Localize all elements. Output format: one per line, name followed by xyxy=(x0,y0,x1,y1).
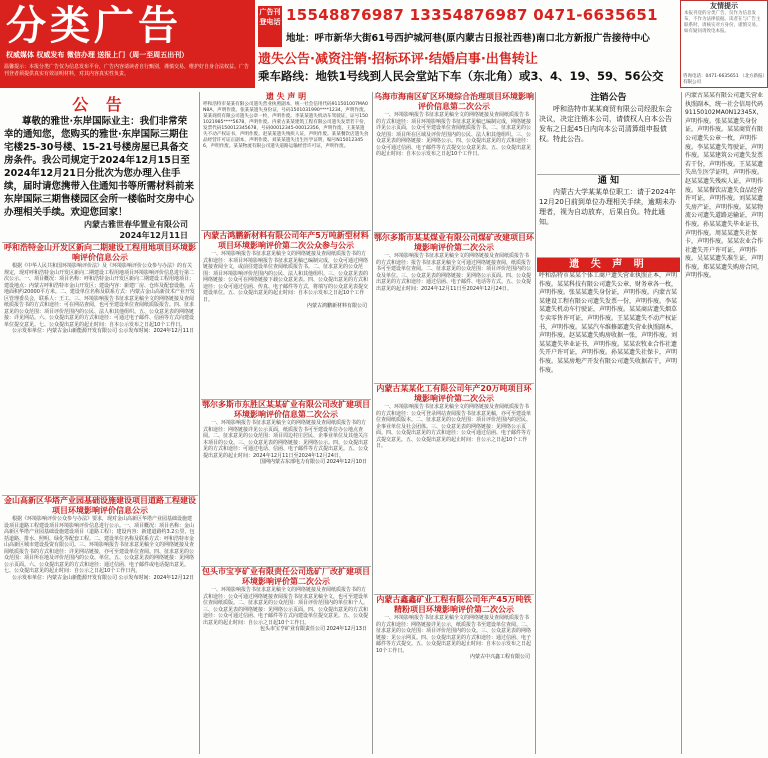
lost-body: 呼和浩特市某某有限公司遗失营业执照副本，统一社会信用代码911501007MA0N8A，声明作废。张某某遗失身份证，号码1501031990****1234，声明作废。某某商贸有限公司遗失公章一枚，声明作废。李某某遗失机动车驾驶证，证号1501021985****5678，声明作废。内蒙古某某建筑工程有限公司遗失发票若干份，发票代码150012345678，号码00012345-00012356，声明作废。王某某遗失不动产权证书，声明作废。赵某某遗失残疾人证，声明作废。某某餐饮店遗失食品经营许可证正副本，声明作废。刘某某遗失出生医学证明，编号N150123456，声明作废。某某物流有限公司遗失道路运输经营许可证，声明作废。 xyxy=(203,102,369,149)
eia-signer: 国网内蒙古东部电力有限公司 2024年12月10日 xyxy=(259,459,367,465)
eia-title: 乌海市海南区矿区环境综合治理项目环境影响评价信息第二次公示 xyxy=(374,92,534,111)
eia-body: 根据《中华人民共和国环境影响评价法》及《环境影响评价公众参与办法》的有关规定，现对呼和浩特金山开发区新向二期建设工程用地项目环境影响评价信息进行第二次公示。一、项目概况：项目名称：呼和浩特金山开发区新向二期建设工程用地项目；建设地点：内蒙古呼和浩特市金山开发区；建设内容：新建厂房、仓库及配套设施，占地面积约20000平方米。二、建设单位名称及联系方式：内蒙古金山高新技术产业开发区管理委员会，联系人：王工。三、环境影响报告书征求意见稿全文的网络链接及查阅纸质报告书的方式和途径：可在网站查阅，也可至建设单位查阅纸质版报告。四、征求意见的公众范围：项目评价范围内的公民、法人和其他组织。五、公众意见表的网络链接：详见网站。六、公众提出意见的方式和途径：可通过电子邮件、信函等方式向建设单位提交意见。七、公众提出意见的起止时间：自本公示发布之日起10个工作日。 xyxy=(4,263,195,328)
brand-block xyxy=(0,0,255,88)
lost-declarations-narrow xyxy=(683,92,766,754)
tip-title: 友情提示 xyxy=(710,2,738,10)
brand-note: 温馨提示：本报分类广告仅为信息发布平台，广告内容请读者自行甄别，谨慎交易，维护好自身合法权益。广告刊登者须提供真实有效证明材料，对其内容真实性负责。 xyxy=(4,64,250,77)
eia-title: 鄂尔多斯市某某煤业有限公司煤矿改建项目环境影响评价第二次公示 xyxy=(374,233,534,252)
column-divider xyxy=(681,92,682,754)
service-list: 遗失公告·减资注销·招标环评·结婚启事·出售转让 xyxy=(258,52,538,67)
eia-title: 包头市宝亨矿业有限责任公司选矿厂改扩建项目环境影响评价第二次公示 xyxy=(202,567,370,586)
column-divider xyxy=(535,92,536,754)
general-notice-body: 内蒙古大学某某单位职工：请于2024年12月20日前到单位办理相关手续，逾期未办理者，视为自动放弃，后果自负。特此通知。 xyxy=(539,188,676,226)
cancellation-body: 呼和浩特市某某商贸有限公司经股东会决议，决定注销本公司，请债权人自本公告发布之日起45日内向本公司清算组申报债权。特此公告。 xyxy=(539,105,672,143)
column-divider xyxy=(199,92,200,754)
eia-title: 内蒙古鑫鑫矿业工程有限公司年产45万吨铁精粉项目环境影响评价第二次公示 xyxy=(376,595,532,614)
eia-signer: 公示发布单位：内蒙古金山新能源开发有限公司 公示发布时间：2024年12月12日 xyxy=(11,574,194,581)
eia-body: 一、环境影响报告书征求意见稿全文的网络链接及查阅纸质报告书的方式和途径：公众可通过网络链接查阅报告书征求意见稿全文，也可至建设单位查阅纸质版。二、征求意见的公众范围：项目评价范围内的单位和个人。三、公众意见表的网络链接：见网络公示页面。四、公众提出意见的方式和途径：公众可通过信函、电子邮件等方式向建设单位提交意见。五、公众提出意见的起止时间：自公示之日起10个工作日。 xyxy=(203,587,369,626)
bus-route: 乘车路线：地铁1号线到人民会堂站下车（东北角）或3、4、19、59、56公交 xyxy=(258,69,664,83)
eia-title: 呼和浩特金山开发区新向二期建设工程用地项目环境影响评价信息公示 xyxy=(4,243,196,262)
eia-notice-6 xyxy=(374,92,534,233)
tip-footer: 咨询电话：0471-6635651 （北方新报）有限公司 xyxy=(683,74,765,85)
eia-title: 金山高新区华塔产业园基础设施建设项目道路工程建设项目环境影响评价信息公示 xyxy=(4,496,196,515)
eia-signer: 公示发布单位：内蒙古金山新能源开发有限公司 公示发布时间：2024年12月11日 xyxy=(11,328,194,334)
notice-body: 尊敬的雅世·东岸国际业主：我们非常荣幸的通知您，您购买的雅世·东岸国际三期住宅楼25-30号楼、15-21号楼房屋已具备交房条件。我公司规定于2024年12月15日至2024年12月21日分批次为您办理入住手续，届时请您携带入住通知书等所需材料前来东岸国际三期售楼园区会所一楼临时交房中心办理相关手续。欢迎您回家！ xyxy=(4,116,195,218)
eia-signer: 内蒙古鸿鹏新材料有限公司 xyxy=(306,303,367,309)
eia-body: 根据《环境影响评价公众参与办法》要求，现对金山高新区华塔产业园基础设施建设项目道路工程建设项目环境影响评价信息进行公示。一、项目概况：项目名称：金山高新区华塔产业园基础设施建设项目（道路工程）；建设内容：新建道路约3.2公里，包括道路、排水、照明、绿化等配套工程。二、建设单位名称及联系方式：呼和浩特市金山高新区城市建设投资有限公司。三、环境影响报告书征求意见稿全文的网络链接及查阅纸质报告书的方式和途径：详见网站链接，亦可至建设单位查阅。四、征求意见的公众范围：项目所在地及评价范围内的公众、单位。五、公众意见表的网络链接：见网络公示页面。六、公众提出意见的方式和途径：通过信函、电子邮件或电话提出意见。七、公众提出意见的起止时间：自公示之日起10个工作日内。 xyxy=(4,516,195,574)
eia-notice-9 xyxy=(374,595,534,754)
eia-signer: 内蒙古中兴鑫工程有限公司 xyxy=(469,654,530,660)
notice-heading: 公 告 xyxy=(72,95,128,114)
eia-notice-3 xyxy=(201,231,371,400)
notice-signer: 内蒙古雅世春华置业有限公司 xyxy=(84,220,188,229)
column-divider xyxy=(372,92,373,754)
eia-notice-1 xyxy=(2,243,198,496)
eia-body: 一、环境影响报告书征求意见稿全文的网络链接及查阅纸质报告书的方式和途径：网络链接详见公示，纸质报告书至建设单位查阅。二、征求意见的公众范围：项目评价范围内的公众。三、公众意见表的网络链接：见公示网页。四、公众提出意见的方式和途径：通过信函、电子邮件等方式提交。五、公众提出意见的起止时间：自本公示发布之日起10个工作日。 xyxy=(376,615,532,654)
eia-title: 鄂尔多斯市东胜区某某矿业有限公司改扩建项目环境影响评价信息第二次公示 xyxy=(202,400,370,419)
column-4 xyxy=(537,92,680,754)
office-address: 地址：呼市新华大街61号西护城河巷(原内蒙古日报社西巷)南口北方新报广告接待中心 xyxy=(286,33,650,44)
lost-list: 呼和浩特市某某个体工商户遗失营业执照正本，声明作废。某某科技有限公司遗失公章、财务章各一枚，声明作废。张某某遗失身份证，声明作废。内蒙古某某建设工程有限公司遗失发票一份，声明作废。李某某遗失机动车行驶证，声明作废。某某商店遗失烟草专卖零售许可证，声明作废。王某某遗失不动产权证书，声明作废。某某汽车维修部遗失营业执照副本，声明作废。赵某某遗失购房收据一张，声明作废。刘某某遗失毕业证书，声明作废。某某农牧业合作社遗失开户许可证，声明作废。孙某某遗失社保卡，声明作废。某某房地产开发有限公司遗失收据若干，声明作废。 xyxy=(539,272,678,374)
column-5 xyxy=(683,92,766,754)
column-2 xyxy=(201,92,371,754)
eia-notice-2 xyxy=(2,496,198,754)
lost-list: 内蒙古某某有限公司遗失营业执照副本，统一社会信用代码91150102MA0N12345X，声明作废。张某某遗失身份证，声明作废。某某商贸有限公司遗失公章一枚，声明作废。李某某遗失驾驶证，声明作废。某某建筑公司遗失发票若干份，声明作废。王某某遗失出生医学证明，声明作废。赵某某遗失残疾人证，声明作废。某某餐饮店遗失食品经营许可证，声明作废。刘某某遗失房产证，声明作废。某某物流公司遗失道路运输证，声明作废。孙某某遗失毕业证书，声明作废。周某某遗失社保卡，声明作废。某某农业合作社遗失开户许可证，声明作废。吴某某遗失准生证，声明作废。郑某某遗失购房合同，声明作废。 xyxy=(685,92,764,280)
lost-banner: 遗 失 声 明 xyxy=(537,258,680,272)
column-1 xyxy=(2,92,198,754)
eia-notice-8 xyxy=(374,384,534,595)
column-3 xyxy=(374,92,534,754)
eia-body: 一、环境影响报告书征求意见稿全文的网络链接及查阅纸质报告书的方式和途径：公众可登录网站查阅报告书征求意见稿，亦可至建设单位查阅纸质版本。二、征求意见的公众范围：项目评价范围内的居民、企事业单位及社会团体。三、公众意见表的网络链接：见网络公示页面。四、公众提出意见的方式和途径：公众可通过信函、电子邮件等方式提交意见。五、公众提出意见的起止时间：自公示之日起10个工作日。 xyxy=(376,404,532,449)
general-notice xyxy=(537,175,680,258)
notice-date: 2024年12月11日 xyxy=(119,231,188,240)
cancellation-heading: 注销公告 xyxy=(590,93,627,103)
eia-title: 内蒙古某某化工有限公司年产20万吨项目环境影响评价第二次公示 xyxy=(376,384,532,403)
phone-numbers: 15548876987 13354876987 0471-6635651 xyxy=(286,6,658,24)
eia-notice-5 xyxy=(201,567,371,754)
eia-signer: 包头市宝亨矿业有限责任公司 2024年12月13日 xyxy=(259,626,367,632)
eia-notice-7 xyxy=(374,233,534,384)
eia-body: 一、环境影响报告书征求意见稿全文的网络链接及查阅纸质报告书的方式和途径：网络链接详见公示页面，纸质报告书可至建设单位办公地点查阅。二、征求意见的公众范围：项目周边村庄居民、企事业单位及其他关注本项目的公众。三、公众意见表的网络链接：见网络公示。四、公众提出意见的方式和途径：可通过电话、信函、电子邮件等方式提出意见。五、公众提出意见的起止时间：2024年12月11日至2024年12月24日。 xyxy=(203,420,369,459)
eia-notice-4 xyxy=(201,400,371,567)
brand-title: 分类广告 xyxy=(6,2,182,49)
lost-notice-list xyxy=(201,92,371,231)
housing-notice xyxy=(2,92,198,243)
tip-body: 本报刊登的分类广告，仅作为信息发布，不作为法律依据。读者在与广告主联系时，请核实对方身份，谨慎交易。如有疑问请致电本报。 xyxy=(684,11,761,34)
eia-body: 一、环境影响报告书征求意见稿全文的网络链接及查阅纸质报告书的方式和途径：报告书征求意见稿全文可通过网络链接查阅，纸质报告书可至建设单位查阅。二、征求意见的公众范围：项目评价范围内的公众及单位。三、公众意见表的网络链接：见网络公示页面。四、公众提出意见的方式和途径：通过信函、电子邮件、电话等方式。五、公众提出意见的起止时间：2024年12月11日至2024年12月24日。 xyxy=(376,253,532,292)
brand-subtitle: 权威媒体 权威发布 微信办理 送报上门（周一至周五出刊） xyxy=(6,51,189,59)
eia-title: 内蒙古鸿鹏新材料有限公司年产5万吨新型材料项目环境影响评价第二次公众参与公示 xyxy=(203,231,369,250)
lost-declarations xyxy=(537,258,680,754)
masthead xyxy=(0,0,768,88)
general-notice-heading: 通 知 xyxy=(597,176,620,186)
hotline-tag: 广告刊登电话 xyxy=(258,6,282,47)
tip-box xyxy=(680,0,768,88)
eia-body: 一、环境影响报告书征求意见稿全文的网络链接及查阅纸质报告书的方式和途径：本项目环境影响报告书征求意见稿已编制完成，公众可通过网络链接查阅全文，或前往建设单位查阅纸质报告书。二、征求意见的公众范围：项目环境影响评价范围内的公民、法人和其他组织。三、公众意见表的网络链接：公众可在网络链接下载公众意见表。四、公众提出意见的方式和途径：公众可通过信函、传真、电子邮件等方式，将填写的公众意见表提交建设单位。五、公众提出意见的起止时间：自本公示发布之日起10个工作日。 xyxy=(203,251,369,303)
eia-body: 一、环境影响报告书征求意见稿全文的网络链接及查阅纸质报告书的方式和途径：项目环境影响报告书征求意见稿已编制完成，网络链接详见公示页面，公众可至建设单位查阅纸质报告书。二、征求意见的公众范围：项目所在区域及评价范围内的公民、法人和其他组织。三、公众意见表的网络链接：见网络公示。四、公众提出意见的方式和途径：公众可通过信函、电子邮件等方式提交公众意见表。五、公众提出意见的起止时间：自本公示发布之日起10个工作日。 xyxy=(376,112,532,157)
cancellation-notice xyxy=(537,92,680,175)
lost-heading: 遗 失 声 明 xyxy=(265,92,307,101)
